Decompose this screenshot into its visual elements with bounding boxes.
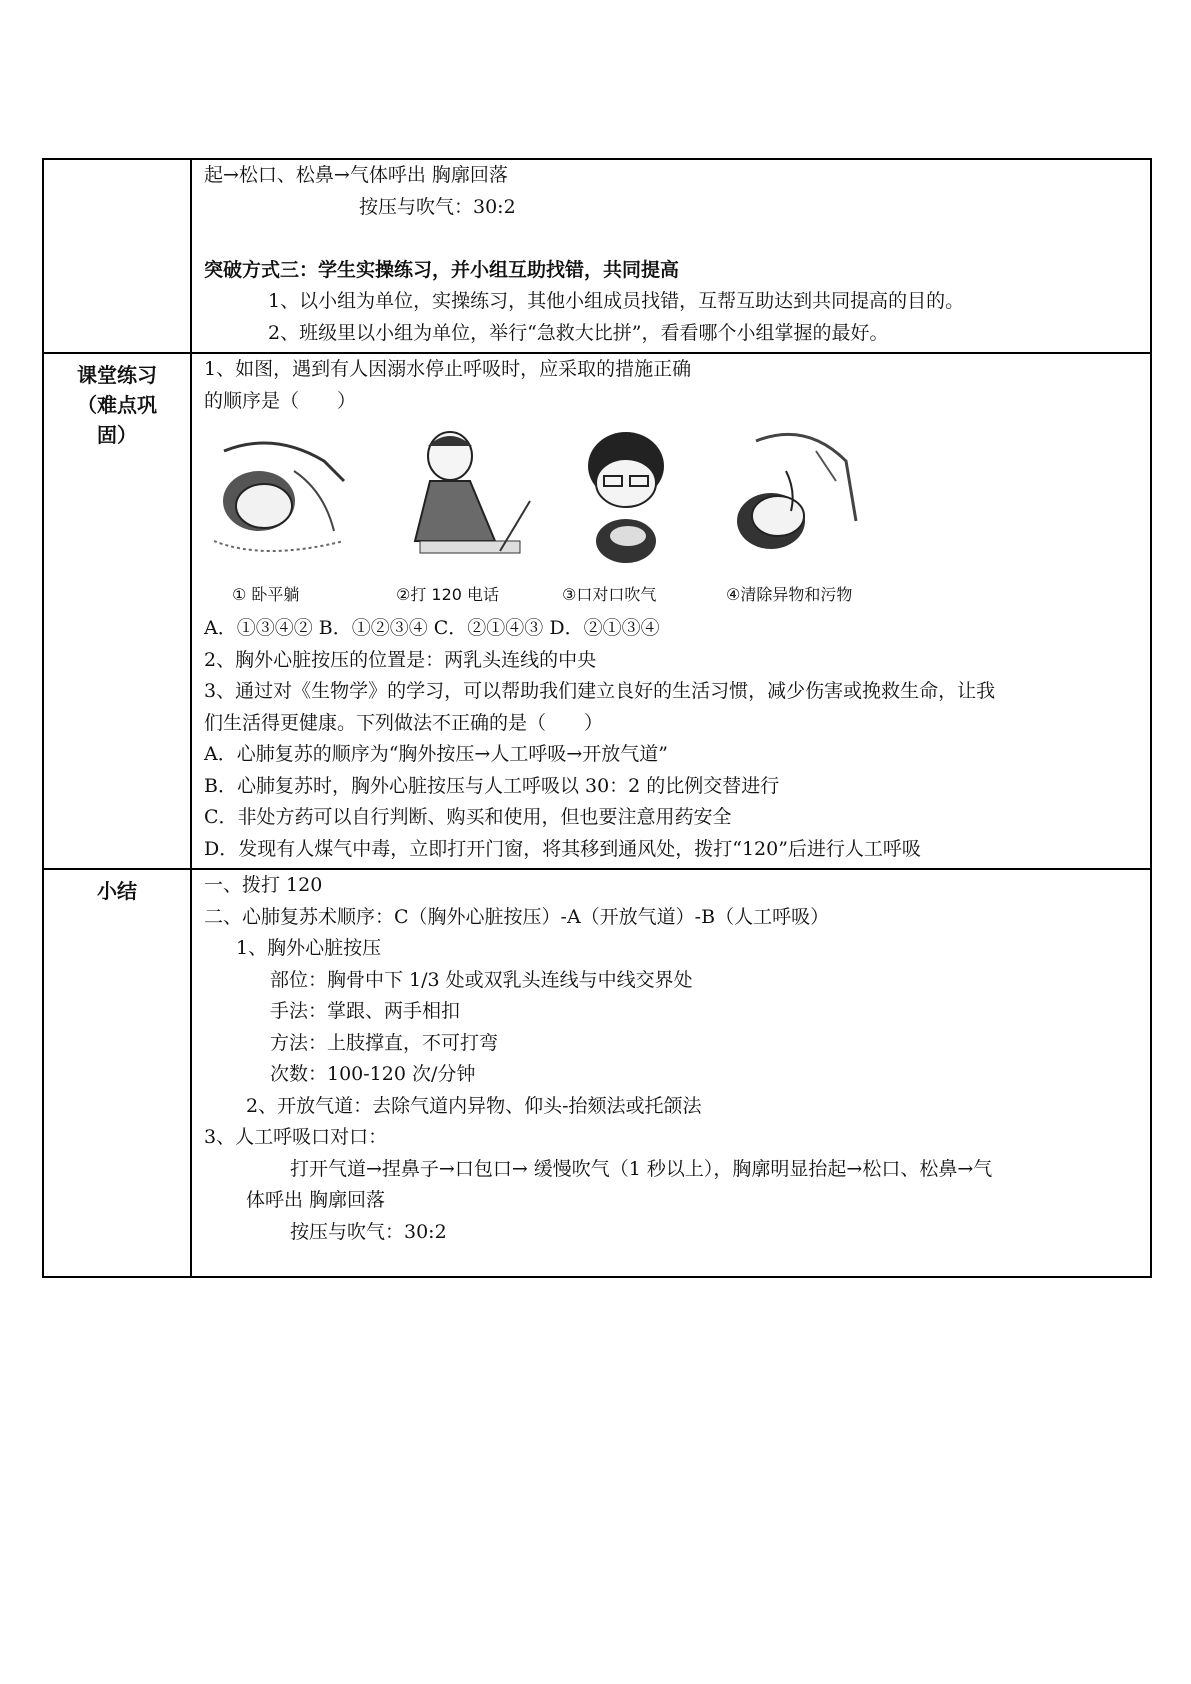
text-line: 3、人工呼吸口对口： (204, 1126, 388, 1148)
text-line: 次数：100-120 次/分钟 (270, 1063, 476, 1085)
figure-caption: ③口对口吹气 (562, 585, 657, 604)
text-line: 1、胸外心脏按压 (236, 937, 382, 959)
table-row (43, 353, 1151, 869)
answer-option: D．发现有人煤气中毒，立即打开门窗，将其移到通风处，拨打“120”后进行人工呼吸 (204, 837, 921, 860)
text-line: 二、心肺复苏术顺序：C（胸外心脏按压）-A（开放气道）-B（人工呼吸） (204, 905, 830, 928)
row3-label-cell (43, 869, 191, 1277)
row1-label-cell (43, 159, 191, 353)
row-label: 固） (97, 423, 137, 447)
text-line: 2、开放气道：去除气道内异物、仰头-抬颏法或托颌法 (246, 1094, 702, 1117)
text-line: 2、班级里以小组为单位，举行“急救大比拼”，看看哪个小组掌握的最好。 (268, 321, 889, 344)
row2-content-cell (191, 353, 1151, 869)
text-line: 打开气道→捏鼻子→口包口→ 缓慢吹气（1 秒以上），胸廓明显抬起→松口、松鼻→气 (290, 1157, 993, 1180)
question-text: 2、胸外心脏按压的位置是：两乳头连线的中央 (204, 648, 597, 671)
answer-option: B．心肺复苏时，胸外心脏按压与人工呼吸以 30：2 的比例交替进行 (204, 774, 780, 797)
row1-content-cell (191, 159, 1151, 353)
text-line: 手法：掌跟、两手相扣 (270, 1000, 461, 1022)
section-heading: 突破方式三：学生实操练习，并小组互助找错，共同提高 (204, 258, 680, 281)
text-line (204, 223, 1136, 255)
lesson-table (42, 158, 1152, 1278)
figure-row (204, 421, 1136, 609)
figure-caption: ②打 120 电话 (396, 585, 500, 604)
text-line: 部位：胸骨中下 1/3 处或双乳头连线与中线交界处 (270, 968, 693, 991)
question-text: 的顺序是（ ） (204, 389, 357, 412)
row3-content-cell (191, 869, 1151, 1277)
answer-options: A．①③④② B．①②③④ C．②①④③ D．②①③④ (204, 617, 660, 639)
text-line: 1、以小组为单位，实操练习，其他小组成员找错，互帮互助达到共同提高的目的。 (268, 290, 965, 312)
mouth-to-mouth-illustration (556, 421, 706, 571)
row-label: 小结 (97, 879, 137, 903)
text-line: 一、拨打 120 (204, 874, 323, 896)
row-label: （难点巩 (77, 393, 157, 417)
text-line: 按压与吹气：30:2 (290, 1220, 447, 1243)
text-line: 方法：上肢撑直，不可打弯 (270, 1031, 499, 1054)
text-line: 体呼出 胸廓回落 (246, 1189, 386, 1211)
answer-option: A．心肺复苏的顺序为“胸外按压→人工呼吸→开放气道” (204, 743, 668, 765)
lying-flat-illustration (204, 421, 354, 571)
text-line: 起→松口、松鼻→气体呼出 胸廓回落 (204, 164, 508, 186)
answer-option: C．非处方药可以自行判断、购买和使用，但也要注意用药安全 (204, 806, 732, 828)
table-row (43, 159, 1151, 353)
question-text: 1、如图，遇到有人因溺水停止呼吸时，应采取的措施正确 (204, 358, 692, 380)
question-text: 们生活得更健康。下列做法不正确的是（ ） (204, 711, 604, 734)
row-label: 课堂练习 (77, 363, 157, 387)
figure-caption: ④清除异物和污物 (726, 585, 853, 604)
table-row (43, 869, 1151, 1277)
clear-airway-illustration (716, 421, 866, 571)
text-line: 按压与吹气：30:2 (359, 195, 516, 218)
row2-label-cell (43, 353, 191, 869)
question-text: 3、通过对《生物学》的学习，可以帮助我们建立良好的生活习惯，减少伤害或挽救生命，让我 (204, 680, 996, 702)
figure-caption: ① 卧平躺 (232, 585, 300, 604)
phone-call-illustration (400, 421, 550, 571)
